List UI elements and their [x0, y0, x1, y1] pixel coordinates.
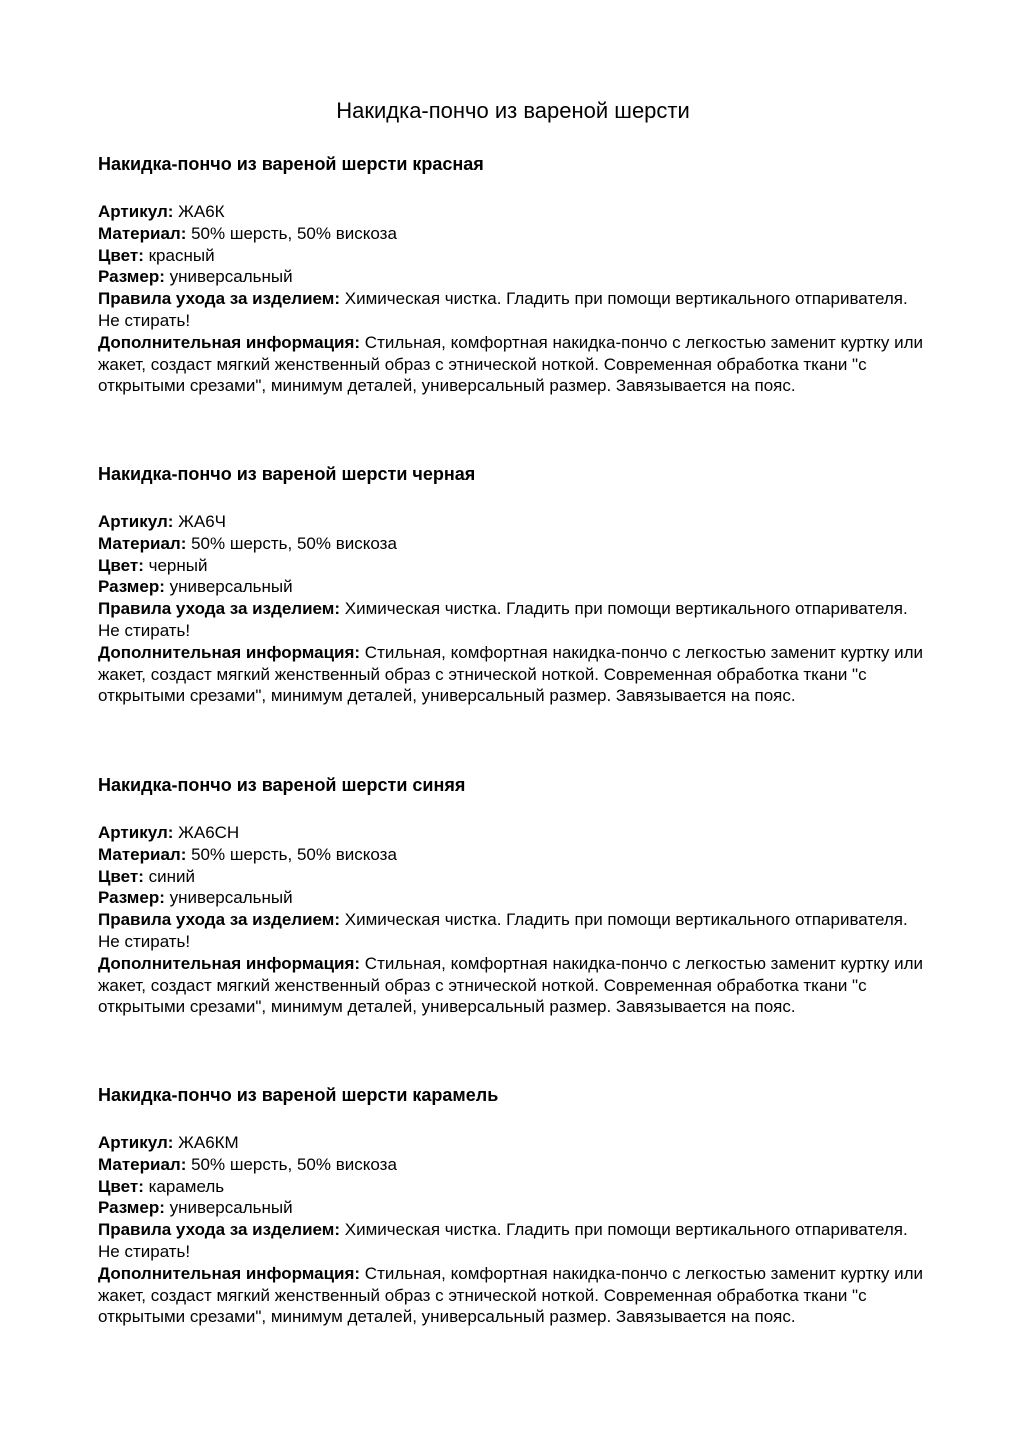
field-label: Материал:	[98, 533, 187, 553]
field-value: Стильная, комфортная накидка-пончо с легкостью заменит куртку или жакет, создаст мягкий женственный образ с этнической ноткой. Современная обработка ткани "с открытыми срезами", минимум деталей, универсальный размер. Завязывается на пояс.	[98, 953, 924, 1017]
product-title: Накидка-пончо из вареной шерсти красная	[98, 154, 484, 174]
field-value: 50% шерсть, 50% вискоза	[191, 1154, 397, 1174]
field-value: 50% шерсть, 50% вискоза	[191, 844, 397, 864]
field-value: Химическая чистка. Гладить при помощи вертикального отпаривателя. Не стирать!	[98, 599, 908, 640]
field-material	[98, 844, 928, 866]
field-article	[98, 511, 928, 533]
field-size	[98, 576, 928, 598]
field-label: Размер:	[98, 267, 165, 287]
field-label: Размер:	[98, 577, 165, 597]
field-value: Стильная, комфортная накидка-пончо с легкостью заменит куртку или жакет, создаст мягкий женственный образ с этнической ноткой. Современная обработка ткани "с открытыми срезами", минимум деталей, универсальный размер. Завязывается на пояс.	[98, 332, 924, 396]
field-value: Химическая чистка. Гладить при помощи вертикального отпаривателя. Не стирать!	[98, 1220, 908, 1261]
field-value: универсальный	[169, 888, 293, 908]
field-value: 50% шерсть, 50% вискоза	[191, 223, 397, 243]
product-section-caramel	[98, 1084, 928, 1328]
field-label: Артикул:	[98, 1133, 174, 1152]
field-value: Химическая чистка. Гладить при помощи вертикального отпаривателя. Не стирать!	[98, 289, 908, 330]
field-label: Цвет:	[98, 866, 144, 886]
field-value: 50% шерсть, 50% вискоза	[191, 533, 397, 553]
field-label: Дополнительная информация:	[98, 953, 361, 973]
field-label: Цвет:	[98, 555, 144, 575]
field-color	[98, 555, 928, 577]
field-care	[98, 598, 928, 642]
field-value: универсальный	[169, 1198, 293, 1218]
field-color	[98, 1176, 928, 1198]
field-label: Размер:	[98, 888, 165, 908]
field-label: Правила ухода за изделием:	[98, 599, 341, 619]
field-color	[98, 866, 928, 888]
field-label: Материал:	[98, 223, 187, 243]
field-label: Цвет:	[98, 245, 144, 265]
field-color	[98, 245, 928, 267]
field-value: ЖА6КМ	[178, 1133, 239, 1152]
field-material	[98, 223, 928, 245]
field-label: Материал:	[98, 1154, 187, 1174]
product-title: Накидка-пончо из вареной шерсти карамель	[98, 1085, 499, 1105]
field-size	[98, 266, 928, 288]
field-care	[98, 288, 928, 332]
field-label: Дополнительная информация:	[98, 332, 361, 352]
field-value: Химическая чистка. Гладить при помощи вертикального отпаривателя. Не стирать!	[98, 910, 908, 951]
field-label: Материал:	[98, 844, 187, 864]
field-label: Правила ухода за изделием:	[98, 1220, 341, 1240]
field-label: Артикул:	[98, 512, 174, 531]
field-value: карамель	[148, 1176, 225, 1196]
field-info	[98, 1263, 928, 1328]
field-care	[98, 1219, 928, 1263]
field-info	[98, 953, 928, 1018]
field-label: Дополнительная информация:	[98, 642, 361, 662]
field-label: Дополнительная информация:	[98, 1263, 361, 1283]
field-value: черный	[148, 555, 208, 575]
field-article	[98, 201, 928, 223]
field-info	[98, 332, 928, 397]
field-label: Артикул:	[98, 202, 174, 221]
product-fields	[98, 201, 928, 397]
product-fields	[98, 511, 928, 707]
field-value: ЖА6Ч	[178, 512, 226, 531]
field-size	[98, 1197, 928, 1219]
field-value: синий	[148, 866, 195, 886]
field-label: Артикул:	[98, 823, 174, 842]
product-section-black	[98, 463, 928, 707]
field-article	[98, 822, 928, 844]
field-value: красный	[148, 245, 215, 265]
field-label: Правила ухода за изделием:	[98, 910, 341, 930]
product-title: Накидка-пончо из вареной шерсти синяя	[98, 775, 466, 795]
field-value: ЖА6СН	[178, 823, 240, 842]
field-size	[98, 887, 928, 909]
field-article	[98, 1132, 928, 1154]
product-title: Накидка-пончо из вареной шерсти черная	[98, 464, 476, 484]
field-label: Цвет:	[98, 1176, 144, 1196]
product-section-blue	[98, 774, 928, 1018]
field-material	[98, 1154, 928, 1176]
product-fields	[98, 822, 928, 1018]
field-info	[98, 642, 928, 707]
field-value: универсальный	[169, 577, 293, 597]
field-label: Размер:	[98, 1198, 165, 1218]
field-care	[98, 909, 928, 953]
product-section-red	[98, 153, 928, 397]
product-fields	[98, 1132, 928, 1328]
field-value: универсальный	[169, 267, 293, 287]
field-material	[98, 533, 928, 555]
field-label: Правила ухода за изделием:	[98, 289, 341, 309]
field-value: ЖА6К	[178, 202, 225, 221]
field-value: Стильная, комфортная накидка-пончо с легкостью заменит куртку или жакет, создаст мягкий женственный образ с этнической ноткой. Современная обработка ткани "с открытыми срезами", минимум деталей, универсальный размер. Завязывается на пояс.	[98, 642, 924, 706]
document-title: Накидка-пончо из вареной шерсти	[336, 98, 690, 123]
field-value: Стильная, комфортная накидка-пончо с легкостью заменит куртку или жакет, создаст мягкий женственный образ с этнической ноткой. Современная обработка ткани "с открытыми срезами", минимум деталей, универсальный размер. Завязывается на пояс.	[98, 1263, 924, 1327]
